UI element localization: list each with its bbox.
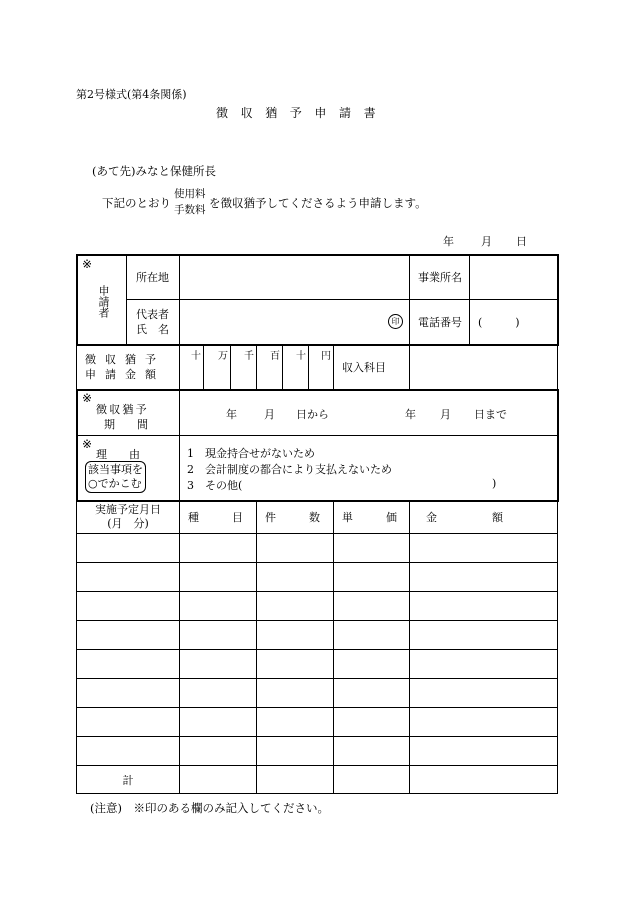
digit-ten-thousand-label: 十: [191, 351, 201, 362]
period-to-year: 年: [405, 408, 416, 421]
detail-total-label-text: 計: [122, 773, 134, 787]
detail-amount-cell[interactable]: [410, 621, 558, 650]
date-day: 日: [516, 235, 527, 248]
intro-option-handling-fee: 手数料: [174, 204, 206, 216]
detail-row: [77, 534, 558, 563]
detail-unit-price-cell[interactable]: [334, 737, 410, 766]
detail-count-cell[interactable]: [257, 679, 334, 708]
phone-label-text: 電話番号: [418, 316, 463, 329]
amount-label: [77, 345, 180, 390]
amount-section: [77, 345, 558, 390]
addressee: (あて先)みなと保健所長: [92, 164, 216, 178]
footer-note: (注意) ※印のある欄のみ記入してください。: [90, 801, 329, 815]
detail-item-cell[interactable]: [180, 679, 257, 708]
form-number: 第2号様式(第4条関係): [76, 88, 187, 101]
detail-count-cell[interactable]: [257, 621, 334, 650]
amount-digit-cell[interactable]: [231, 345, 257, 390]
detail-count-cell[interactable]: [257, 534, 334, 563]
amount-digit-cell[interactable]: [257, 345, 283, 390]
detail-header-amount-text: 金 額: [426, 511, 504, 524]
reason-option-2[interactable]: 2 会計制度の都合により支払えないため: [187, 463, 392, 476]
representative-label-line2: 氏 名: [136, 323, 169, 336]
period-label-cell: [77, 390, 180, 436]
detail-item-cell[interactable]: [180, 708, 257, 737]
period-section: [77, 390, 558, 501]
application-form-table: [76, 254, 558, 794]
detail-item-cell[interactable]: [180, 650, 257, 679]
detail-item-cell[interactable]: [180, 737, 257, 766]
detail-unit-price-cell[interactable]: [334, 679, 410, 708]
detail-header-amount: [410, 501, 558, 534]
reason-other-close-paren: ): [492, 477, 497, 490]
intro-before: 下記のとおり: [102, 196, 171, 210]
detail-total-item[interactable]: [180, 766, 257, 794]
detail-header-date-line1: 実施予定月日: [95, 503, 161, 516]
digit-man-label: 万: [218, 351, 228, 362]
detail-header-date-line2: (月 分): [107, 517, 149, 530]
detail-date-cell[interactable]: [77, 563, 180, 592]
detail-item-cell[interactable]: [180, 592, 257, 621]
amount-digit-cell[interactable]: [283, 345, 309, 390]
detail-date-cell[interactable]: [77, 737, 180, 766]
reason-required-mark: ※: [82, 437, 93, 451]
period-label-line2: 期 間: [104, 418, 148, 431]
detail-date-cell[interactable]: [77, 592, 180, 621]
amount-digit-cell[interactable]: [180, 345, 204, 390]
detail-header-count: [257, 501, 334, 534]
detail-row: [77, 563, 558, 592]
seal-mark: 印: [388, 314, 403, 329]
period-label-line1: 徴収猶予: [96, 403, 149, 416]
detail-header-unit-price: [334, 501, 410, 534]
detail-unit-price-cell[interactable]: [334, 592, 410, 621]
revenue-item-input[interactable]: [410, 345, 558, 390]
revenue-item-label: [334, 345, 410, 390]
detail-count-cell[interactable]: [257, 737, 334, 766]
detail-item-cell[interactable]: [180, 621, 257, 650]
applicant-label-cell: [77, 255, 127, 345]
detail-row: [77, 650, 558, 679]
address-input[interactable]: [180, 255, 410, 300]
detail-count-cell[interactable]: [257, 708, 334, 737]
address-label: [127, 255, 180, 300]
detail-total-count[interactable]: [257, 766, 334, 794]
detail-amount-cell[interactable]: [410, 708, 558, 737]
detail-header-date: [77, 501, 180, 534]
intro-option-usage-fee: 使用料: [174, 188, 206, 200]
reason-instruction-line2: ○でかこむ: [88, 477, 142, 490]
detail-date-cell[interactable]: [77, 679, 180, 708]
date-year: 年: [443, 235, 454, 248]
digit-thousand-label: 千: [244, 351, 254, 362]
reason-label: 理 由: [96, 448, 140, 461]
applicant-required-mark: ※: [82, 257, 93, 271]
detail-row: [77, 592, 558, 621]
period-from-day: 日から: [296, 408, 329, 421]
date-month: 月: [481, 235, 492, 248]
period-to-month: 月: [440, 408, 451, 421]
form-title-text: 徴収猶予申請書: [216, 106, 389, 120]
detail-date-cell[interactable]: [77, 621, 180, 650]
reason-instruction-bracket: [85, 461, 146, 493]
detail-amount-cell[interactable]: [410, 650, 558, 679]
detail-header-unit-price-text: 単 価: [342, 511, 397, 524]
period-input[interactable]: [180, 390, 558, 436]
phone-value: ( ): [478, 316, 520, 329]
office-name-input[interactable]: [470, 255, 558, 300]
detail-unit-price-cell[interactable]: [334, 708, 410, 737]
detail-count-cell[interactable]: [257, 650, 334, 679]
detail-row: [77, 737, 558, 766]
reason-option-3[interactable]: 3 その他(: [187, 479, 243, 492]
detail-header-item: [180, 501, 257, 534]
reason-instruction-line1: 該当事項を: [88, 463, 143, 476]
representative-label: [127, 300, 180, 345]
reason-label-cell: [77, 436, 180, 501]
detail-date-cell[interactable]: [77, 708, 180, 737]
detail-item-cell[interactable]: [180, 534, 257, 563]
detail-amount-cell[interactable]: [410, 563, 558, 592]
detail-row: [77, 621, 558, 650]
detail-amount-cell[interactable]: [410, 679, 558, 708]
detail-section: [77, 501, 558, 794]
amount-digit-cell[interactable]: [204, 345, 231, 390]
period-from-month: 月: [264, 408, 275, 421]
digit-ten-label: 十: [296, 351, 306, 362]
phone-label: [410, 300, 470, 345]
detail-row: [77, 708, 558, 737]
period-to-day: 日まで: [474, 408, 507, 421]
address-label-text: 所在地: [136, 271, 169, 284]
detail-total-label: [77, 766, 180, 794]
amount-label-line2: 申 請 金 額: [85, 368, 159, 381]
phone-input[interactable]: [470, 300, 558, 345]
intro-after: を徴収猶予してくださるよう申請します。: [209, 196, 427, 210]
amount-label-line1: 徴 収 猶 予: [85, 353, 159, 366]
detail-unit-price-cell[interactable]: [334, 621, 410, 650]
revenue-item-label-text: 収入科目: [342, 361, 386, 374]
office-name-label: [410, 255, 470, 300]
detail-header-item-text: 種 目: [188, 511, 243, 524]
applicant-label: 申請者: [97, 285, 110, 318]
period-required-mark: ※: [82, 391, 93, 405]
detail-total-amount[interactable]: [410, 766, 558, 794]
detail-item-cell[interactable]: [180, 563, 257, 592]
form-title: [216, 104, 388, 121]
detail-count-cell[interactable]: [257, 563, 334, 592]
reason-options: [180, 436, 558, 501]
office-name-label-text: 事業所名: [418, 271, 463, 284]
detail-date-cell[interactable]: [77, 534, 180, 563]
digit-yen-label: 円: [321, 351, 331, 362]
detail-count-cell[interactable]: [257, 592, 334, 621]
detail-header-count-text: 件 数: [265, 511, 320, 524]
reason-option-1[interactable]: 1 現金持合せがないため: [187, 447, 315, 460]
detail-amount-cell[interactable]: [410, 592, 558, 621]
amount-digit-cell[interactable]: [309, 345, 334, 390]
detail-amount-cell[interactable]: [410, 534, 558, 563]
period-from-year: 年: [226, 408, 237, 421]
detail-amount-cell[interactable]: [410, 737, 558, 766]
detail-unit-price-cell[interactable]: [334, 563, 410, 592]
detail-unit-price-cell[interactable]: [334, 650, 410, 679]
applicant-section: [77, 255, 558, 345]
detail-unit-price-cell[interactable]: [334, 534, 410, 563]
representative-name-input[interactable]: [180, 300, 410, 345]
detail-row: [77, 679, 558, 708]
detail-date-cell[interactable]: [77, 650, 180, 679]
representative-label-line1: 代表者: [136, 308, 169, 321]
digit-hundred-label: 百: [270, 351, 280, 362]
detail-total-unit-price[interactable]: [334, 766, 410, 794]
